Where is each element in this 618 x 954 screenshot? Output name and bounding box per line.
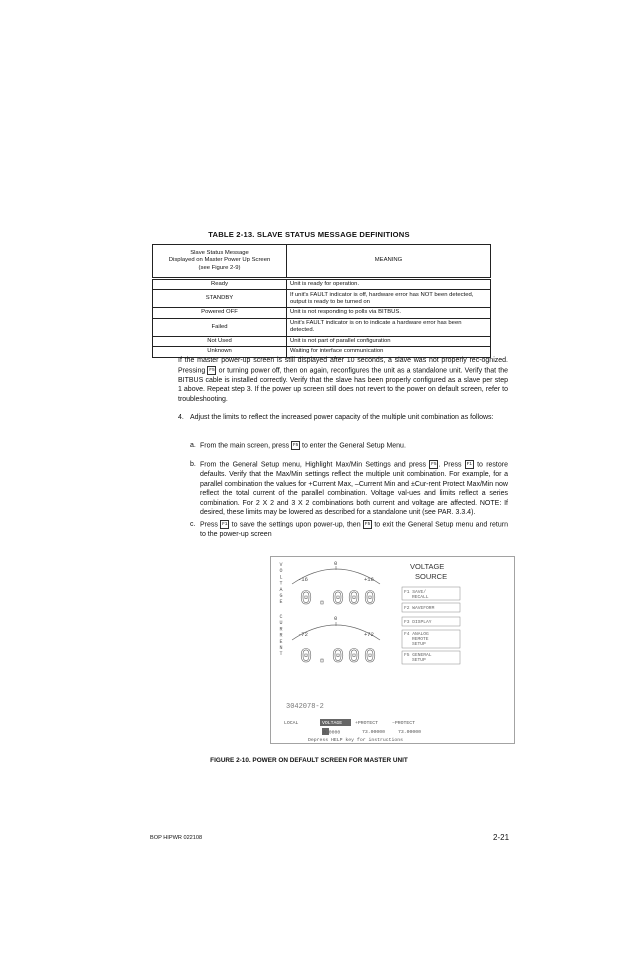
f5-key-icon: F5 — [431, 462, 437, 467]
plus-protect-value: 73.00000 — [362, 730, 386, 735]
minus-protect-value: 73.00000 — [398, 730, 422, 735]
step-c-text: Press F1 to save the settings upon power-up, then F5 to exit the General Setup menu and return to the power-up screen — [200, 521, 508, 538]
step-c-label: c. — [190, 521, 196, 528]
svg-text:-16: -16 — [298, 576, 308, 583]
current-reading: 0.000 — [300, 646, 381, 669]
menu-f4-sub1: REMOTE — [412, 637, 429, 642]
footer-document-id: BOP HIPWR 022108 — [150, 835, 203, 841]
step-4-text: Adjust the limits to reflect the increased power capacity of the multiple unit combination as follows: — [190, 414, 494, 421]
menu-f3: F3 DISPLAY — [404, 620, 432, 625]
f5-key-icon: F5 — [292, 443, 299, 448]
power-on-default-screen-figure — [270, 556, 515, 744]
voltage-mode-indicator: VOLTAGE — [322, 721, 343, 726]
step-4-number: 4. — [178, 414, 184, 421]
table-row: STANDBY If unit's FAULT indicator is off, hardware error has NOT been detected, output is ready to be turned on — [153, 290, 491, 308]
svg-text:CURRENT: C U R R E N T — [279, 614, 283, 658]
menu-f5: F5 GENERAL — [404, 653, 432, 658]
menu-f4-sub2: SETUP — [412, 642, 426, 647]
mode-title-line2: SOURCE — [415, 572, 448, 581]
table-header-status: Slave Status Message Displayed on Master Power Up Screen (see Figure 2-9) — [153, 245, 287, 278]
svg-text:-72: -72 — [298, 631, 308, 638]
help-instructions: Depress HELP key for instructions — [308, 738, 403, 743]
menu-f1-sub: RECALL — [412, 595, 429, 600]
table-row: Not Used Unit is not part of parallel configuration — [153, 336, 491, 346]
step-a-label: a. — [190, 442, 196, 449]
menu-f4: F4 ANALOG — [404, 632, 429, 637]
f5-key-icon: F5 — [209, 367, 215, 373]
table-row: Ready Unit is ready for operation. — [153, 280, 491, 290]
step-b-label: b. — [190, 461, 196, 468]
svg-text:VOLTAGE: V O L T A G E — [279, 562, 283, 606]
page-number: 2-21 — [493, 833, 510, 842]
menu-f5-sub: SETUP — [412, 658, 426, 663]
f1-key-icon: F1 — [222, 522, 228, 527]
table-row: Powered OFF Unit is not responding to polls via BITBUS. — [153, 308, 491, 318]
svg-text:0: 0 — [334, 560, 338, 567]
voltage-setting: 0.0000 — [323, 730, 341, 736]
menu-f1: F1 SAVE/ — [404, 590, 427, 595]
figure-caption: FIGURE 2-10. POWER ON DEFAULT SCREEN FOR MASTER UNIT — [210, 757, 408, 764]
voltage-reading: 0.000 — [300, 588, 381, 611]
figure-id: 3042078-2 — [286, 703, 324, 711]
menu-f2: F2 WAVEFORM — [404, 606, 435, 611]
local-indicator: LOCAL — [284, 721, 299, 726]
paragraph-power-up: If the master power-up screen is still displayed after 10 seconds, a slave was not properly rec-ognized. Pressing F5 or turning power off, then on again, reconfigures the unit as a standalone unit. Verify that the BITBUS cable is installed correctly. Verify that the slave has been properly configured as a slave per step 1 above. Repeat step 3. If the power up screen still does not revert to the power on default screen, refer to troubleshooting. — [178, 357, 508, 403]
plus-protect-label: +PROTECT — [355, 721, 379, 726]
table-title: TABLE 2-13. SLAVE STATUS MESSAGE DEFINITIONS — [208, 230, 410, 239]
current-vertical-label — [279, 614, 282, 657]
f5-key-icon: F5 — [364, 522, 371, 527]
table-row: Failed Unit's FAULT indicator is on to indicate a hardware error has been detected. — [153, 318, 491, 336]
svg-text:0: 0 — [334, 615, 338, 622]
mode-title-line1: VOLTAGE — [410, 562, 445, 571]
voltage-vertical-label — [279, 562, 282, 605]
slave-status-table — [152, 244, 491, 358]
svg-text:+16: +16 — [364, 576, 374, 583]
table-row: Unknown Waiting for interface communication — [153, 347, 491, 357]
f1-key-icon: F1 — [466, 462, 472, 467]
table-header-meaning: MEANING — [287, 245, 491, 278]
step-a-text: From the main screen, press F5 to enter the General Setup Menu. — [200, 442, 406, 450]
svg-text:+72: +72 — [364, 631, 374, 638]
step-b-text: From the General Setup menu, Highlight Max/Min Settings and press F5 . Press F1 to restore defaults. Verify that the Max/Min settings reflect the multiple unit combination. For example, for a parallel combination the values for +Current Max, –Current Min and ±Cur-rent Protect Max/Min now reflect the total current of the parallel combination. Voltage val-ues and limits reflect a series combination. For 2 X 2 and 3 X 2 combinations both current and voltage are affected. NOTE: If desired, these limits may be lowered as described for a standalone unit (see PAR. 3.3.4). — [200, 461, 508, 517]
minus-protect-label: –PROTECT — [392, 721, 416, 726]
